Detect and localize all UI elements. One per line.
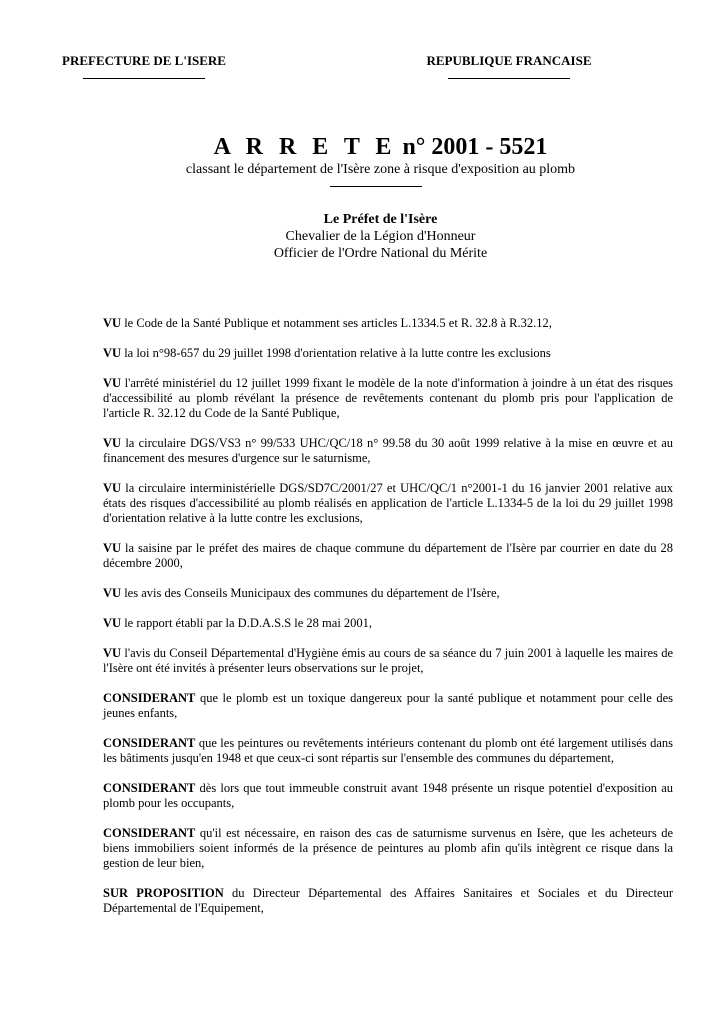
paragraph-keyword: CONSIDERANT [103,736,196,750]
paragraph-keyword: VU [103,541,122,555]
arrete-subtitle: classant le département de l'Isère zone à risque d'exposition au plomb [185,162,576,177]
prefet-name: Le Préfet de l'Isère [323,212,438,227]
paragraph-vu-circulaire-dgs [103,436,673,466]
paragraph-considerant-immeuble-1948 [103,781,673,811]
paragraph-vu-saisine [103,541,673,571]
arrete-title-prefix: A R R E T E [213,134,397,160]
paragraph-text: du Directeur Départemental des Affaires Sanitaires et Sociales et du Directeur Départemental de l'Equipement, [103,886,673,915]
arrete-number: n° 2001 - 5521 [396,134,548,160]
paragraph-keyword: VU [103,436,122,450]
paragraph-vu-avis-conseils [103,586,673,601]
paragraph-keyword: CONSIDERANT [103,826,196,840]
paragraph-sur-proposition [103,886,673,916]
paragraph-text: les avis des Conseils Municipaux des communes du département de l'Isère, [121,586,500,600]
paragraph-text: la circulaire interministérielle DGS/SD7C/2001/27 et UHC/QC/1 n°2001-1 du 16 janvier 2001 relative aux états des risques d'accessibilité au plomb réalisés en application de l'article L.1334-5 de la loi du 29 juillet 1998 d'orientation relative à la lutte contre les exclusions, [103,481,673,525]
paragraph-considerant-peintures [103,736,673,766]
paragraph-keyword: VU [103,616,122,630]
paragraph-text: la loi n°98-657 du 29 juillet 1998 d'orientation relative à la lutte contre les exclusions [121,346,551,360]
paragraph-text: la circulaire DGS/VS3 n° 99/533 UHC/QC/18 n° 99.58 du 30 août 1999 relative à la mise en œuvre et au financement des mesures d'urgence sur le saturnisme, [103,436,673,465]
paragraph-keyword: CONSIDERANT [103,691,196,705]
paragraph-keyword: VU [103,316,122,330]
arrete-body [103,316,673,931]
paragraph-vu-arrete-ministeriel [103,376,673,421]
paragraph-text: l'arrêté ministériel du 12 juillet 1999 fixant le modèle de la note d'information à joindre à un état des risques d'accessibilité au plomb révélant la présence de revêtements contenant du plomb pris pour l'application de l'article R. 32.12 du Code de la Santé Publique, [103,376,673,420]
republique-header [414,53,604,79]
paragraph-text: le rapport établi par la D.D.A.S.S le 28 mai 2001, [121,616,373,630]
paragraph-text: l'avis du Conseil Départemental d'Hygiène émis au cours de sa séance du 7 juin 2001 à laquelle les maires de l'Isère ont été invités à présenter leurs observations sur le projet, [103,646,673,675]
prefecture-underline [83,78,205,79]
paragraph-keyword: VU [103,481,122,495]
paragraph-keyword: SUR PROPOSITION [103,886,224,900]
paragraph-keyword: CONSIDERANT [103,781,196,795]
paragraph-vu-rapport-ddass [103,616,673,631]
paragraph-text: que les peintures ou revêtements intérieurs contenant du plomb ont été largement utilisés dans les bâtiments jusqu'en 1948 et que ceux-ci sont répartis sur l'ensemble des communes du département, [103,736,673,765]
paragraph-keyword: VU [103,586,122,600]
paragraph-text: le Code de la Santé Publique et notamment ses articles L.1334.5 et R. 32.8 à R.32.12, [121,316,552,330]
arrete-title [36,132,725,162]
paragraph-text: qu'il est nécessaire, en raison des cas de saturnisme survenus en Isère, que les acheteurs de biens immobiliers soient informés de la présence de peintures au plomb afin qu'ils intègrent ce risque dans la gestion de leur bien, [103,826,673,870]
republique-underline [448,78,570,79]
paragraph-vu-code-sante [103,316,673,331]
prefet-title-1: Chevalier de la Légion d'Honneur [285,229,476,244]
prefet-title-2: Officier de l'Ordre National du Mérite [273,246,488,261]
paragraph-text: dès lors que tout immeuble construit avant 1948 présente un risque potentiel d'exposition au plomb pour les occupants, [103,781,673,810]
prefet-block [0,211,725,262]
paragraph-keyword: VU [103,346,122,360]
paragraph-keyword: VU [103,646,122,660]
republique-name: REPUBLIQUE FRANCAISE [426,53,592,68]
prefecture-header [52,53,236,79]
prefecture-name: PREFECTURE DE L'ISERE [62,53,226,68]
paragraph-vu-loi-98-657 [103,346,673,361]
title-divider [330,186,422,187]
paragraph-vu-circulaire-interministerielle [103,481,673,526]
paragraph-text: la saisine par le préfet des maires de chaque commune du département de l'Isère par courrier en date du 28 décembre 2000, [103,541,673,570]
arrete-title-block [0,132,725,187]
paragraph-vu-avis-hygiene [103,646,673,676]
paragraph-keyword: VU [103,376,122,390]
paragraph-considerant-acheteurs [103,826,673,871]
paragraph-considerant-toxique [103,691,673,721]
paragraph-text: que le plomb est un toxique dangereux pour la santé publique et notamment pour celle des jeunes enfants, [103,691,673,720]
